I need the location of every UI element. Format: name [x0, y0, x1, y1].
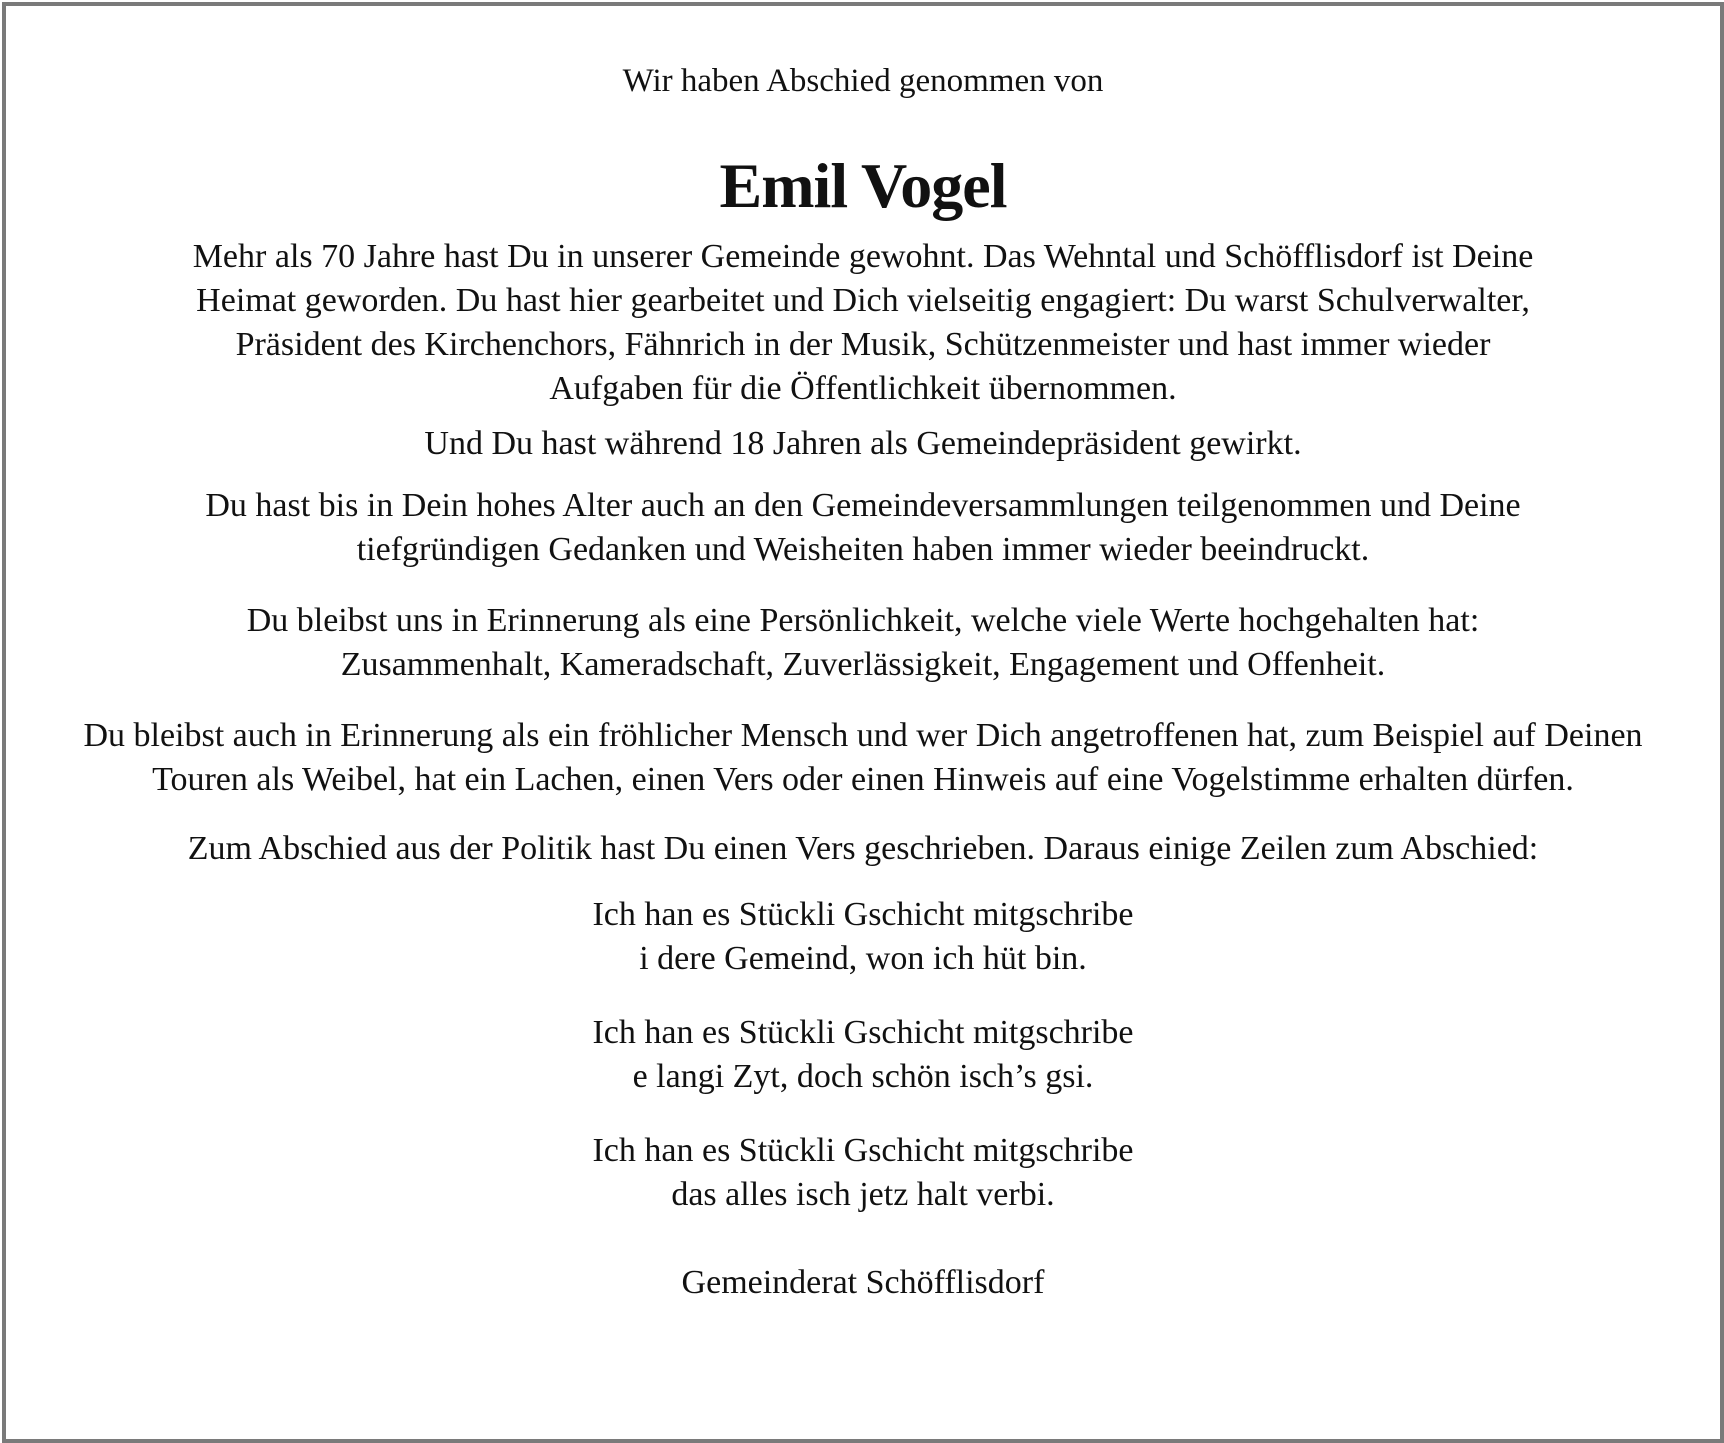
paragraph6-line: Zum Abschied aus der Politik hast Du einen Vers geschrieben. Daraus einige Zeilen zum Abschied:: [187, 830, 1539, 867]
deceased-name: Emil Vogel: [719, 150, 1007, 221]
paragraph3-line: tiefgründigen Gedanken und Weisheiten haben immer wieder beeindruckt.: [356, 531, 1370, 568]
verse2-line: e langi Zyt, doch schön isch’s gsi.: [632, 1058, 1094, 1095]
verse2-line: Ich han es Stückli Gschicht mitgschribe: [592, 1014, 1134, 1051]
verse1-line: Ich han es Stückli Gschicht mitgschribe: [592, 896, 1134, 933]
notice-frame: [2, 2, 1724, 1443]
paragraph4-line: Zusammenhalt, Kameradschaft, Zuverlässigkeit, Engagement und Offenheit.: [340, 646, 1386, 683]
verse3-line: Ich han es Stückli Gschicht mitgschribe: [592, 1132, 1134, 1169]
verse3-line: das alles isch jetz halt verbi.: [671, 1176, 1055, 1213]
paragraph3-line: Du hast bis in Dein hohes Alter auch an den Gemeindeversammlungen teilgenommen und Deine: [205, 487, 1521, 524]
paragraph1-line: Heimat geworden. Du hast hier gearbeitet und Dich vielseitig engagiert: Du warst Schulverwalter,: [196, 282, 1530, 319]
intro-line: Wir haben Abschied genommen von: [622, 63, 1104, 99]
signature: Gemeinderat Schöfflisdorf: [681, 1264, 1045, 1301]
paragraph5-line: Du bleibst auch in Erinnerung als ein fröhlicher Mensch und wer Dich angetroffenen hat, zum Beispiel auf Deinen: [83, 717, 1643, 754]
paragraph1-line: Aufgaben für die Öffentlichkeit übernommen.: [549, 370, 1177, 407]
paragraph5-line: Touren als Weibel, hat ein Lachen, einen Vers oder einen Hinweis auf eine Vogelstimme erhalten dürfen.: [152, 761, 1574, 798]
obituary-notice: [6, 6, 1720, 1439]
paragraph1-line: Mehr als 70 Jahre hast Du in unserer Gemeinde gewohnt. Das Wehntal und Schöfflisdorf ist Deine: [192, 238, 1534, 275]
paragraph1-line: Präsident des Kirchenchors, Fähnrich in der Musik, Schützenmeister und hast immer wieder: [235, 326, 1491, 363]
verse1-line: i dere Gemeind, won ich hüt bin.: [639, 940, 1087, 977]
paragraph2-line: Und Du hast während 18 Jahren als Gemeindepräsident gewirkt.: [424, 425, 1302, 462]
paragraph4-line: Du bleibst uns in Erinnerung als eine Persönlichkeit, welche viele Werte hochgehalten hat:: [246, 602, 1480, 639]
